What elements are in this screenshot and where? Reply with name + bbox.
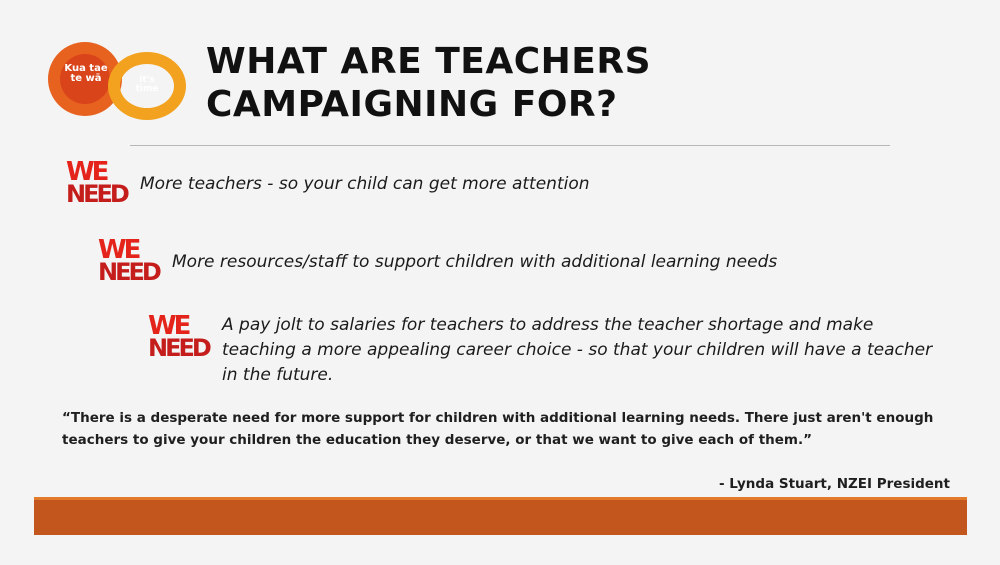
president-quote: “There is a desperate need for more support for children with additional learning needs. There just aren't enough teachers to give your children the education they deserve, or that we want to give each of them.” xyxy=(62,410,934,448)
campaign-item-3: A pay jolt to salaries for teachers to address the teacher shortage and make teaching a more appealing career choice - so that your children will have a teacher in the future. xyxy=(222,315,933,385)
footer-bar xyxy=(34,497,967,535)
title-line-1: WHAT ARE TEACHERS xyxy=(206,41,651,82)
campaign-item-2: More resources/staff to support children with additional learning needs xyxy=(172,252,778,272)
we-need-badge: WE NEED xyxy=(98,235,159,286)
page-title xyxy=(206,40,726,126)
logo-text-right: it's time xyxy=(135,75,159,94)
we-need-badge: WE NEED xyxy=(148,311,209,362)
title-line-2: CAMPAIGNING FOR? xyxy=(206,84,618,125)
quote-attribution: - Lynda Stuart, NZEI President xyxy=(719,476,950,492)
kua-tae-te-wa-logo xyxy=(48,42,188,124)
campaign-item-1: More teachers - so your child can get more attention xyxy=(140,174,590,194)
we-need-badge: WE NEED xyxy=(66,157,127,208)
title-divider xyxy=(130,145,890,146)
logo-text-left: Kua tae te wā xyxy=(64,63,108,84)
